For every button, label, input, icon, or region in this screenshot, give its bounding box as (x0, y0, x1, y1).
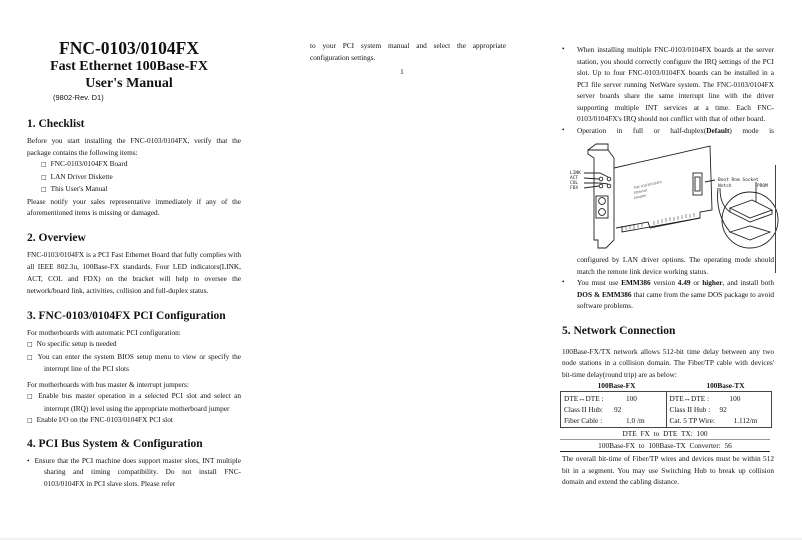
overview-body: FNC-0103/0104FX is a PCI Fast Ethernet Board that fully complies with all IEEE 802.3u, 100Base-FX standards. Four LED indicators(LINK, ACT, COL and FDX) on the bracket will help to oversee the network/board link, activities, collision and full-duplex status. (27, 249, 241, 295)
checkbox-icon: □ (27, 393, 35, 400)
figure-edge-line (775, 165, 776, 273)
section-heading: 2. Overview (27, 231, 86, 244)
svg-text:PROM: PROM (757, 184, 768, 189)
svg-text:Adapter: Adapter (633, 193, 647, 200)
table-row: DTE↔DTE : 100 (669, 394, 741, 403)
svg-text:Notch: Notch (718, 184, 732, 189)
checkbox-icon: □ (41, 173, 47, 181)
svg-text:FDX: FDX (570, 186, 579, 191)
auto-config-intro: For motherboards with automatic PCI configuration: (27, 327, 181, 337)
bullet-continuation: to your PCI system manual and select the appropriate configuration settings. (310, 41, 506, 62)
checklist-outro: Please notify your sales representative immediately if any of the aforementioned items is missing or damaged. (27, 196, 241, 217)
svg-text:COL: COL (570, 181, 579, 186)
list-item: □ Enable bus master operation in a selected PCI slot and select an interrupt (IRQ) level using the appropriate motherboard jumper (27, 391, 242, 413)
multiple-boards-note: When installing multiple FNC-0103/0104FX boards at the server station, you should correctly configure the IRQ settings of the PCI slot. Up to four FNC-0103/0104FX boards can be installed in a PCI file server running NetWare system. The FNC-0103/0104FX server boards share the same interrupt line with the driver supporting multiple INT services at a time. Each FNC-0103/0104FX's IRQ should not conflict with that of other board. (577, 45, 774, 123)
bullet-item: • Ensure that the PCI machine does support master slots, INT multiple sharing and timing compatibility. Do not install FNC-0103/0104FX in PCI slave slots. Please refer (27, 455, 241, 488)
network-intro: 100Base-FX/TX network allows 512-bit time delay between any two node stations in a collision domain. The Fiber/TP cable with devices' bit-time delay(round trip) are as below: (562, 346, 774, 379)
revision-label: (9802-Rev. D1) (53, 93, 104, 102)
table-row: DTE↔DTE : 100 (564, 394, 637, 403)
list-item: □ FNC-0103/0104FX Board (41, 159, 128, 168)
section-pci-configuration (27, 309, 241, 427)
bullet-item: • You must use EMM386 version 4.49 or higher, and install both DOS & EMM386 that came from the same DOS package to avoid software problems. (562, 277, 774, 310)
duplex-note: Operation in full or half-duplex(Default) mode is (577, 125, 774, 135)
section-heading: 5. Network Connection (562, 324, 676, 337)
page-number: 1 (400, 67, 404, 76)
column-2 (310, 40, 506, 76)
column-header: 100Base-FX (597, 381, 636, 390)
board-diagram (550, 140, 780, 250)
table-row: Class II Hub : 92 (669, 405, 727, 414)
jumper-config-intro: For motherboards with bus master & interrupt jumpers: (27, 379, 189, 389)
list-item: □ LAN Driver Diskette (41, 171, 113, 181)
list-item: □ Enable I/O on the FNC-0103/0104FX PCI slot (27, 415, 173, 424)
svg-text:FNC-0103/0104FX: FNC-0103/0104FX (633, 180, 663, 190)
svg-text:Ethernet: Ethernet (633, 188, 648, 195)
svg-text:ACT: ACT (570, 176, 579, 181)
list-item: □ No specific setup is needed (27, 339, 117, 348)
svg-text:Boot Rom Socket: Boot Rom Socket (718, 178, 759, 183)
section-heading: 3. FNC-0103/0104FX PCI Configuration (27, 309, 226, 322)
section-overview (27, 231, 241, 297)
table-row: DTE FX to DTE TX: 100 (560, 428, 770, 440)
table-row: Cat. 5 TP Wire: 1.112/m (669, 416, 758, 425)
checkbox-icon: □ (27, 417, 33, 424)
column-3 (562, 44, 774, 488)
list-item: □ This User's Manual (41, 184, 108, 193)
network-outro: The overall bit-time of Fiber/TP wires and devices must be within 512 bit in a segment. You may use Switching Hub to break up collision domain and extend the cabling distance. (562, 454, 774, 486)
svg-text:LINK: LINK (570, 171, 581, 176)
fx-column (561, 392, 666, 427)
emm386-note: You must use EMM386 version 4.49 or higher, and install both DOS & EMM386 that came from the same DOS package to avoid software problems. (577, 278, 774, 310)
pci-board-illustration-icon (550, 140, 780, 250)
section-pci-bus (27, 437, 241, 490)
checklist-intro: Before you start installing the FNC-0103/0104FX, verify that the package contains the following items: (27, 136, 241, 157)
bullet-item: • When installing multiple FNC-0103/0104FX boards at the server station, you should correctly configure the IRQ settings of the PCI slot. Up to four FNC-0103/0104FX boards can be installed in a PCI file server running NetWare system. The FNC-0103/0104FX server boards share the same interrupt line with the driver supporting multiple INT services at a time. Each FNC-0103/0104FX's IRQ should not conflict with that of other board. (562, 44, 774, 123)
bullet-item: • Operation in full or half-duplex(Default) mode is (562, 124, 774, 135)
document-title: FNC-0103/0104FX (59, 38, 199, 58)
section-heading: 4. PCI Bus System & Configuration (27, 437, 203, 450)
table-row: Class II Hub: 92 (564, 405, 622, 414)
section-network-connection (562, 324, 774, 488)
checkbox-icon: □ (27, 353, 34, 361)
duplex-note-continuation: configured by LAN driver options. The operating mode should match the remote link device working status. (577, 255, 774, 276)
table-row: Fiber Cable : 1.0 /m (564, 416, 645, 425)
document-subtitle: Fast Ethernet 100Base-FX (50, 59, 208, 74)
section-checklist (27, 117, 241, 219)
delay-table (560, 391, 772, 428)
checkbox-icon: □ (41, 161, 47, 168)
section-heading: 1. Checklist (27, 118, 85, 130)
table-row: 100Base-FX to 100Base-TX Converter: 56 (560, 440, 770, 452)
checkbox-icon: □ (27, 341, 33, 348)
document-manual-label: User's Manual (85, 76, 173, 91)
column-header: 100Base-TX (706, 381, 745, 390)
checkbox-icon: □ (41, 186, 47, 193)
delay-table-headers (562, 380, 780, 391)
tx-column (666, 392, 772, 427)
list-item: □ You can enter the system BIOS setup menu to view or specify the interrupt line of the PCI slots (27, 351, 241, 373)
column-1 (27, 38, 241, 489)
